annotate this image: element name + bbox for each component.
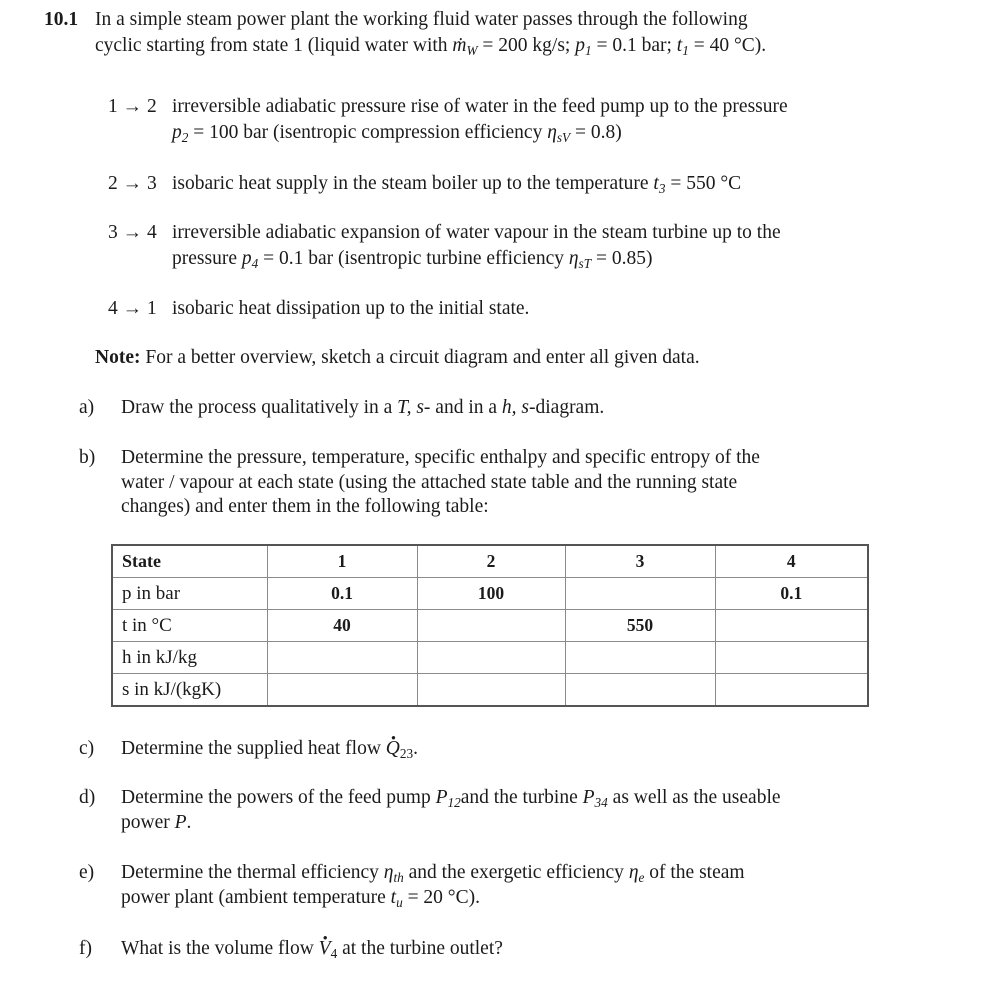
ts-diagram-label: T, s xyxy=(397,397,424,418)
eta-th-symbol: η xyxy=(383,862,394,883)
table-cell xyxy=(417,674,565,707)
process-text-1-2: irreversible adiabatic pressure rise of water in the feed pump up to the pressure xyxy=(172,96,788,117)
task-f-text-a: What is the volume flow xyxy=(121,938,314,959)
eta-st-symbol: η xyxy=(568,248,579,269)
task-e-text-a: Determine the thermal efficiency xyxy=(121,862,379,883)
mass-flow-sub: W xyxy=(466,42,478,58)
volume-flow-symbol: V · xyxy=(319,938,331,960)
p4-symbol: p xyxy=(241,248,252,269)
table-header-state: State xyxy=(112,545,267,578)
eta-st-sub: sT xyxy=(578,255,592,271)
volume-flow-sub: 4 xyxy=(330,945,338,961)
p4-sub: 4 xyxy=(251,255,259,271)
task-e-line1 xyxy=(121,862,745,884)
task-b-line2: water / vapour at each state (using the attached state table and the running state xyxy=(121,472,738,493)
heat-flow-sub: 23 xyxy=(399,745,414,761)
task-a-label: a) xyxy=(79,397,95,418)
task-e-label: e) xyxy=(79,862,95,883)
table-cell: 0.1 xyxy=(715,578,868,610)
task-d-line1 xyxy=(121,787,781,809)
table-cell xyxy=(715,642,868,674)
pressure-word: pressure xyxy=(172,248,237,269)
task-d-text-b: and the turbine xyxy=(460,787,578,808)
p34-sub: 34 xyxy=(594,794,608,810)
table-cell xyxy=(565,674,715,707)
process-label-3-4: 3 → 4 xyxy=(108,222,157,243)
task-d-text-c: as well as the useable xyxy=(612,787,781,808)
row-label: t in °C xyxy=(112,610,267,642)
table-row xyxy=(112,674,868,707)
p12-symbol: P xyxy=(435,787,448,808)
state-table xyxy=(111,544,869,707)
problem-number: 10.1 xyxy=(44,9,79,30)
t3-value: = 550 °C xyxy=(670,173,742,194)
p12-sub: 12 xyxy=(447,794,461,810)
eta-sv-symbol: η xyxy=(547,122,557,143)
eta-e-symbol: η xyxy=(628,862,639,883)
mass-flow-symbol: ṁ xyxy=(452,35,467,56)
p1-value: = 0.1 bar; xyxy=(596,35,672,56)
hs-diagram-label: h, s xyxy=(501,397,529,418)
eta-e-sub: e xyxy=(638,869,645,885)
process-text-3-4: irreversible adiabatic expansion of water vapour in the steam turbine up to the xyxy=(172,222,781,243)
table-row xyxy=(112,642,868,674)
table-cell xyxy=(715,610,868,642)
task-a-text-b: - and in a xyxy=(423,397,498,418)
table-row xyxy=(112,578,868,610)
process-text-1-2-line2 xyxy=(172,122,622,144)
process-label-1-2: 1 → 2 xyxy=(108,96,157,117)
task-a-text-c: -diagram. xyxy=(529,397,605,418)
table-row xyxy=(112,610,868,642)
table-cell xyxy=(565,642,715,674)
table-cell: 0.1 xyxy=(267,578,417,610)
row-label: p in bar xyxy=(112,578,267,610)
table-header-row xyxy=(112,545,868,578)
table-cell xyxy=(715,674,868,707)
note-label: Note: xyxy=(95,347,141,368)
task-d-line2 xyxy=(121,812,191,834)
table-cell xyxy=(417,642,565,674)
table-cell: 40 xyxy=(267,610,417,642)
task-b-line3: changes) and enter them in the following table: xyxy=(121,496,489,517)
intro-text: cyclic starting from state 1 (liquid water with xyxy=(95,35,448,56)
t3-sub: 3 xyxy=(658,180,666,196)
table-header-cell: 3 xyxy=(565,545,715,578)
table-cell: 550 xyxy=(565,610,715,642)
t1-value: = 40 °C). xyxy=(693,35,767,56)
problem-intro-line1: In a simple steam power plant the working fluid water passes through the following xyxy=(95,9,748,30)
p34-symbol: P xyxy=(582,787,595,808)
task-f-text-b: at the turbine outlet? xyxy=(342,938,503,959)
table-cell: 100 xyxy=(417,578,565,610)
task-e-text-c: of the steam xyxy=(649,862,745,883)
task-c-text xyxy=(121,738,418,760)
heat-flow-symbol: Q · xyxy=(386,738,400,760)
process-label-4-1: 4 → 1 xyxy=(108,298,157,319)
task-c-label: c) xyxy=(79,738,95,759)
task-c-end: . xyxy=(413,738,419,759)
eta-sv-sub: sV xyxy=(556,129,571,145)
tu-sub: u xyxy=(396,894,403,910)
task-d-power-word: power xyxy=(121,812,170,833)
p2-symbol: p xyxy=(172,122,182,143)
table-cell xyxy=(417,610,565,642)
note-text: For a better overview, sketch a circuit diagram and enter all given data. xyxy=(145,347,700,368)
table-cell xyxy=(565,578,715,610)
task-b-line1: Determine the pressure, temperature, specific enthalpy and specific entropy of the xyxy=(121,447,760,468)
t3-symbol: t xyxy=(653,173,659,194)
p2-sub: 2 xyxy=(181,129,189,145)
task-a-text xyxy=(121,397,604,419)
note xyxy=(95,347,700,369)
p2-text: = 100 bar (isentropic compression efficiency xyxy=(193,122,543,143)
task-a-text-a: Draw the process qualitatively in a xyxy=(121,397,393,418)
p4-text: = 0.1 bar (isentropic turbine efficiency xyxy=(263,248,564,269)
task-e-line2 xyxy=(121,887,480,909)
p1-sub: 1 xyxy=(584,42,592,58)
table-header-cell: 2 xyxy=(417,545,565,578)
p1-symbol: p xyxy=(575,35,585,56)
process-text-3-4-line2 xyxy=(172,248,652,270)
eta-sv-value: = 0.8) xyxy=(575,122,622,143)
row-label: h in kJ/kg xyxy=(112,642,267,674)
tu-value: = 20 °C). xyxy=(407,887,480,908)
row-label: s in kJ/(kgK) xyxy=(112,674,267,707)
task-f-text xyxy=(121,938,503,960)
process-label-2-3: 2 → 3 xyxy=(108,173,157,194)
task-f-label: f) xyxy=(79,938,92,959)
table-header-cell: 1 xyxy=(267,545,417,578)
task-d-text-a: Determine the powers of the feed pump xyxy=(121,787,431,808)
task-d-end: . xyxy=(186,812,192,833)
t1-symbol: t xyxy=(676,35,683,56)
t1-sub: 1 xyxy=(682,42,689,58)
process-text-2-3 xyxy=(172,173,741,195)
task-e-text-b: and the exergetic efficiency xyxy=(408,862,624,883)
eta-st-value: = 0.85) xyxy=(595,248,653,269)
task-b-label: b) xyxy=(79,447,96,468)
mass-flow-value: = 200 kg/s; xyxy=(482,35,571,56)
process-2-3-text: isobaric heat supply in the steam boiler up to the temperature xyxy=(172,173,649,194)
table-cell xyxy=(267,642,417,674)
problem-intro-line2 xyxy=(95,35,766,57)
p-symbol: P xyxy=(174,812,187,833)
task-e-line2-a: power plant (ambient temperature xyxy=(121,887,386,908)
table-header-cell: 4 xyxy=(715,545,868,578)
eta-th-sub: th xyxy=(393,869,404,885)
tu-symbol: t xyxy=(390,887,397,908)
task-d-label: d) xyxy=(79,787,96,808)
process-text-4-1: isobaric heat dissipation up to the initial state. xyxy=(172,298,530,319)
task-c-text-a: Determine the supplied heat flow xyxy=(121,738,381,759)
table-cell xyxy=(267,674,417,707)
